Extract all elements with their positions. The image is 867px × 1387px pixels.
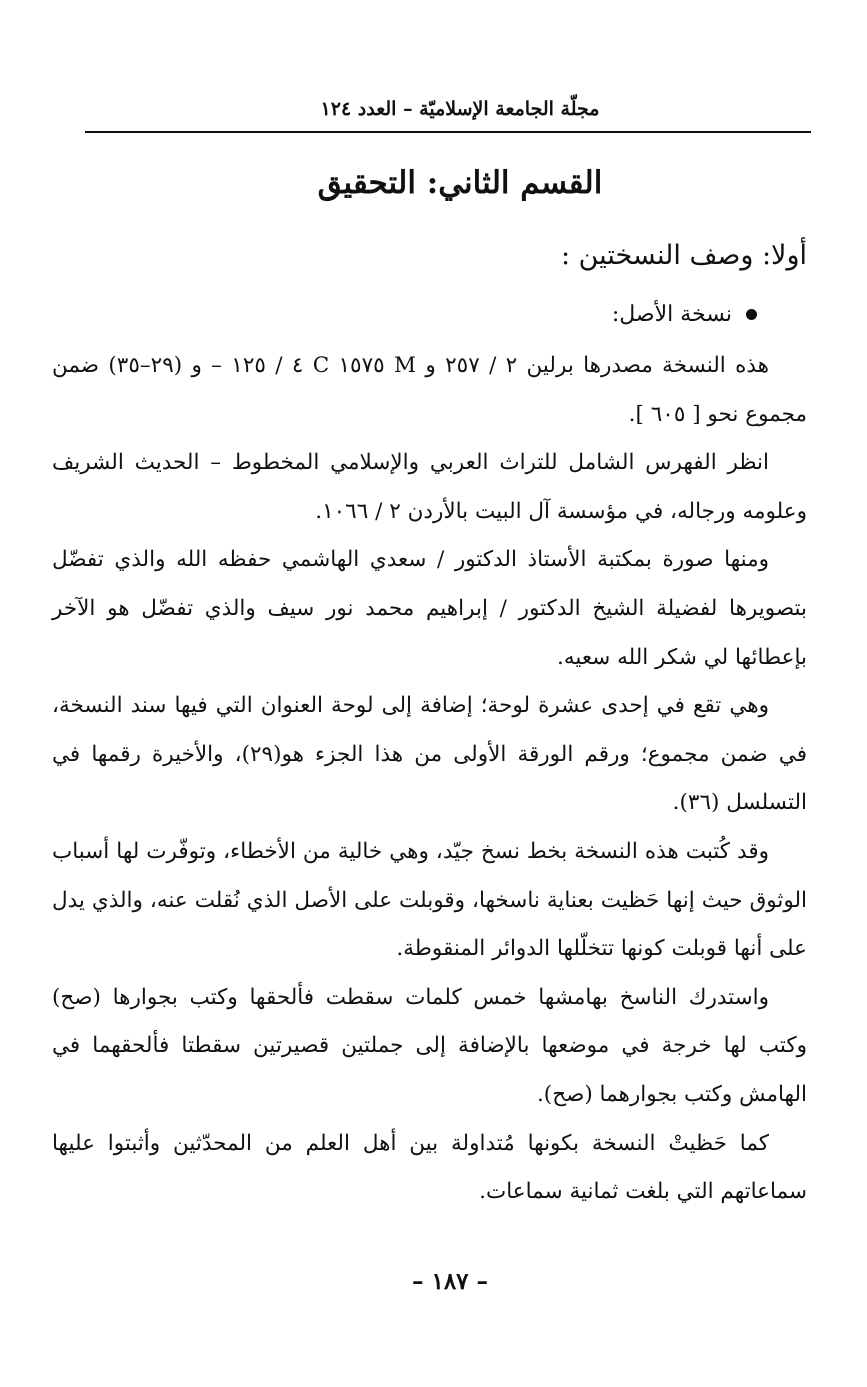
bullet-item [612,302,757,327]
bullet-icon [746,309,757,320]
paragraph: واستدرك الناسخ بهامشها خمس كلمات سقطت فألحقها وكتب بجوارها (صح) وكتب لها خرجة في موضعها بالإضافة إلى جملتين قصيرتين سقطتا فألحقهما في الهامش وكتب بجوارهما (صح). [52,984,807,1107]
paragraph: هذه النسخة مصدرها برلين ٢ / ٢٥٧ و M ١٥٧٥ C ٤ / ١٢٥ – و (٢٩–٣٥) ضمن مجموع نحو [ ٦٠٥ ]. [52,353,807,427]
sub-heading: أولا: وصف النسختين : [560,240,807,271]
running-header: مجلّة الجامعة الإسلاميّة – العدد ١٢٤ [320,98,600,120]
paragraph: وهي تقع في إحدى عشرة لوحة؛ إضافة إلى لوحة العنوان التي فيها سند النسخة، في ضمن مجموع؛ ورقم الورقة الأولى من هذا الجزء هو(٢٩)، والأخيرة رقمها في التسلسل (٣٦). [52,693,807,816]
paragraph: ومنها صورة بمكتبة الأستاذ الدكتور / سعدي الهاشمي حفظه الله والذي تفضّل بتصويرها لفضيلة الشيخ الدكتور / إبراهيم محمد نور سيف والذي تفضّل هو الآخر بإعطائها لي شكر الله سعيه. [52,547,807,670]
header-rule [85,131,811,133]
paragraph: انظر الفهرس الشامل للتراث العربي والإسلامي المخطوط – الحديث الشريف وعلومه ورجاله، في مؤسسة آل البيت بالأردن ٢ / ١٠٦٦. [52,450,807,524]
page-number: – ١٨٧ – [411,1268,489,1295]
paragraph: كما حَظيتْ النسخة بكونها مُتداولة بين أهل العلم من المحدّثين وأثبتوا عليها سماعاتهم التي بلغت ثمانية سماعات. [52,1130,807,1205]
section-title: القسم الثاني: التحقيق [317,165,603,201]
bullet-label: نسخة الأصل: [611,302,732,327]
body-text [52,342,807,1217]
paragraph: وقد كُتبت هذه النسخة بخط نسخ جيّد، وهي خالية من الأخطاء، وتوفّرت لها أسباب الوثوق حيث إنها حَظيت بعناية ناسخها، وقوبلت على الأصل الذي نُقلت عنه، والذي يدل على أنها قوبلت كونها تتخلّلها الدوائر المنقوطة. [52,838,807,962]
